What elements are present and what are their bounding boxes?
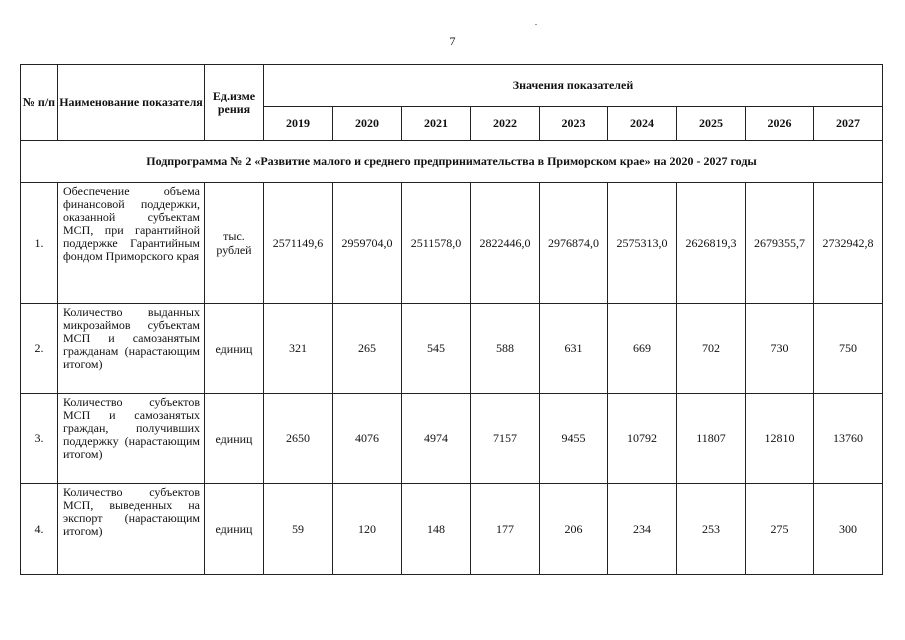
year-cell: 2022 [471, 107, 540, 141]
row-num: 3. [21, 394, 58, 484]
value-cell: 2626819,3 [677, 183, 746, 304]
value-cell: 9455 [540, 394, 608, 484]
year-cell: 2025 [677, 107, 746, 141]
table-row [21, 304, 883, 394]
value-cell: 177 [471, 484, 540, 575]
row-name: Количество субъектов МСП, выведенных на экспорт (нарастающим итогом) [58, 484, 205, 575]
value-cell: 12810 [746, 394, 814, 484]
value-cell: 13760 [814, 394, 883, 484]
value-cell: 2571149,6 [264, 183, 333, 304]
row-name: Обеспечение объема финансовой поддержки, оказанной субъектам МСП, при гарантийной поддержке Гарантийным фондом Приморского края [58, 183, 205, 304]
row-num: 1. [21, 183, 58, 304]
value-cell: 265 [333, 304, 402, 394]
scan-speck [535, 24, 537, 25]
value-cell: 10792 [608, 394, 677, 484]
value-cell: 730 [746, 304, 814, 394]
page-number: 7 [449, 34, 456, 48]
row-name: Количество субъектов МСП и самозанятых граждан, получивших поддержку (нарастающим итогом) [58, 394, 205, 484]
value-cell: 750 [814, 304, 883, 394]
value-cell: 669 [608, 304, 677, 394]
header-values: Значения показателей [264, 65, 883, 107]
value-cell: 2650 [264, 394, 333, 484]
value-cell: 59 [264, 484, 333, 575]
value-cell: 300 [814, 484, 883, 575]
value-cell: 234 [608, 484, 677, 575]
value-cell: 2822446,0 [471, 183, 540, 304]
value-cell: 4974 [402, 394, 471, 484]
row-name: Количество выданных микрозаймов субъектам МСП и самозанятым гражданам (нарастающим итогом) [58, 304, 205, 394]
value-cell: 588 [471, 304, 540, 394]
value-cell: 631 [540, 304, 608, 394]
value-cell: 2575313,0 [608, 183, 677, 304]
year-cell: 2023 [540, 107, 608, 141]
year-cell: 2019 [264, 107, 333, 141]
indicators-table [20, 64, 883, 575]
year-cell: 2021 [402, 107, 471, 141]
value-cell: 2511578,0 [402, 183, 471, 304]
value-cell: 4076 [333, 394, 402, 484]
year-cell: 2026 [746, 107, 814, 141]
value-cell: 2679355,7 [746, 183, 814, 304]
value-cell: 702 [677, 304, 746, 394]
value-cell: 11807 [677, 394, 746, 484]
value-cell: 275 [746, 484, 814, 575]
year-cell: 2024 [608, 107, 677, 141]
value-cell: 321 [264, 304, 333, 394]
value-cell: 2976874,0 [540, 183, 608, 304]
value-cell: 7157 [471, 394, 540, 484]
value-cell: 206 [540, 484, 608, 575]
year-cell: 2027 [814, 107, 883, 141]
year-cell: 2020 [333, 107, 402, 141]
value-cell: 2959704,0 [333, 183, 402, 304]
row-unit: тыс. рублей [205, 183, 264, 304]
value-cell: 120 [333, 484, 402, 575]
header-num: № п/п [21, 65, 58, 141]
row-num: 2. [21, 304, 58, 394]
value-cell: 253 [677, 484, 746, 575]
row-num: 4. [21, 484, 58, 575]
row-unit: единиц [205, 484, 264, 575]
table-row [21, 394, 883, 484]
value-cell: 148 [402, 484, 471, 575]
value-cell: 545 [402, 304, 471, 394]
table-header [21, 65, 883, 141]
row-unit: единиц [205, 394, 264, 484]
row-unit: единиц [205, 304, 264, 394]
table-row [21, 183, 883, 304]
subprogram-title: Подпрограмма № 2 «Развитие малого и среднего предпринимательства в Приморском крае» на 2020 - 2027 годы [21, 141, 883, 183]
value-cell: 2732942,8 [814, 183, 883, 304]
table-row [21, 484, 883, 575]
header-unit: Ед.изме рения [205, 65, 264, 141]
header-name: Наименование показателя [58, 65, 205, 141]
table-body [21, 141, 883, 575]
